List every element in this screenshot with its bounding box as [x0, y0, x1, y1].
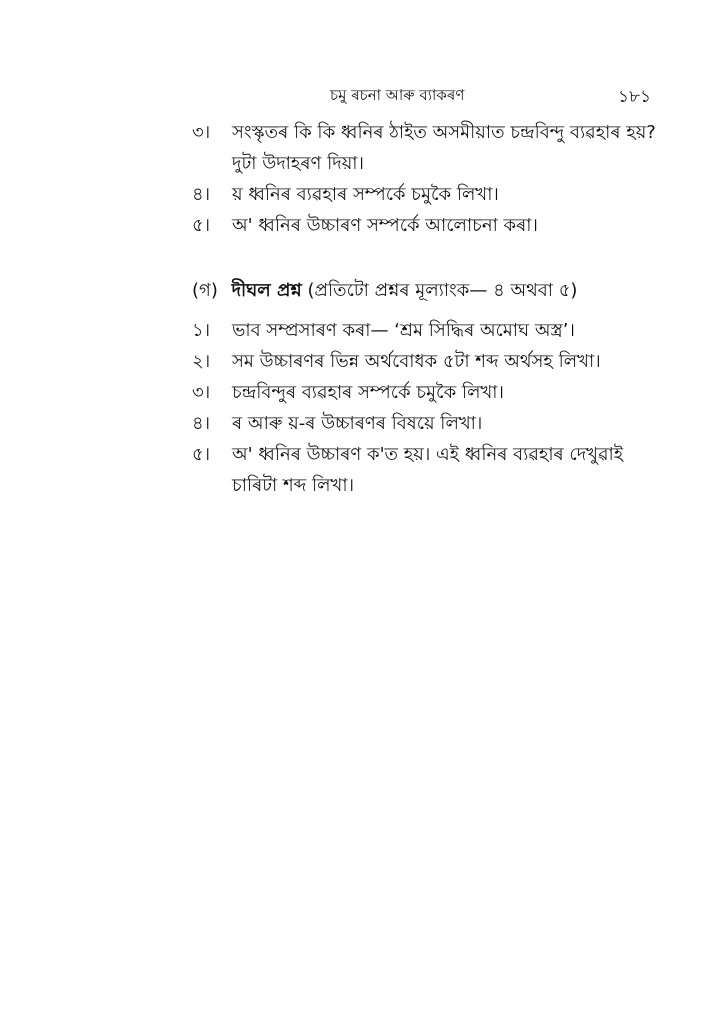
question-text: অ' ধ্বনিৰ উচ্চাৰণ ক'ত হয়। এই ধ্বনিৰ ব্যৱহাৰ দেখুৱাই চাৰিটা শব্দ লিখা। [232, 444, 624, 496]
page-number: ১৮১ [618, 87, 652, 107]
long-questions-list [0, 318, 728, 504]
question-text: ৰ আৰু য়-ৰ উচ্চাৰণৰ বিষয়ে লিখা। [232, 413, 483, 434]
section-label: (গ) [192, 280, 218, 301]
list-item [0, 213, 728, 244]
question-number: ৪। [192, 184, 211, 205]
question-text: য় ধ্বনিৰ ব্যৱহাৰ সম্পৰ্কে চমুকৈ লিখা। [232, 184, 499, 205]
short-questions-list [0, 120, 728, 244]
running-title: চমু ৰচনা আৰু ব্যাকৰণ [330, 86, 465, 104]
question-number: ১। [192, 320, 211, 341]
question-number: ৪। [192, 413, 211, 434]
question-number: ৫। [192, 444, 211, 465]
question-number: ৩। [192, 382, 211, 403]
list-item [0, 182, 728, 213]
list-item [0, 411, 728, 442]
section-title: দীঘল প্ৰশ্ন [231, 280, 302, 301]
list-item [0, 442, 728, 504]
question-number: ৫। [192, 215, 211, 236]
question-number: ৩। [192, 122, 211, 143]
section-subtitle: (প্ৰতিটো প্ৰশ্নৰ মূল্যাংক— ৪ অথবা ৫) [307, 280, 578, 301]
list-item [0, 318, 728, 349]
question-text: সম উচ্চাৰণৰ ভিন্ন অৰ্থবোধক ৫টা শব্দ অৰ্থসহ লিখা। [232, 351, 601, 372]
list-item [0, 120, 728, 182]
question-text: সংস্কৃতৰ কি কি ধ্বনিৰ ঠাইত অসমীয়াত চন্দ্ৰবিন্দু ব্যৱহাৰ হয়? দুটা উদাহৰণ দিয়া। [232, 122, 656, 174]
list-item [0, 380, 728, 411]
list-item [0, 349, 728, 380]
page-header [0, 84, 728, 110]
question-text: অ' ধ্বনিৰ উচ্চাৰণ সম্পৰ্কে আলোচনা কৰা। [232, 215, 538, 236]
question-number: ২। [192, 351, 211, 372]
question-text: ভাব সম্প্ৰসাৰণ কৰা— ‘শ্ৰম সিদ্ধিৰ অমোঘ অস্ত্ৰ’। [232, 320, 575, 341]
question-text: চন্দ্ৰবিন্দুৰ ব্যৱহাৰ সম্পৰ্কে চমুকৈ লিখা। [232, 382, 504, 403]
section-heading [192, 276, 577, 307]
